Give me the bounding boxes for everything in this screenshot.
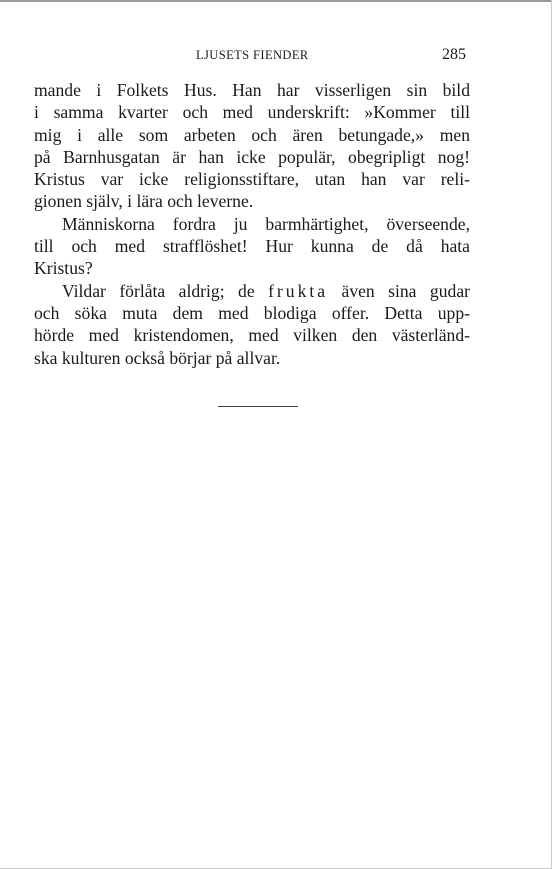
running-title: LJUSETS FIENDER <box>196 48 309 62</box>
text-run: Vildar förlåta aldrig; de <box>62 280 269 301</box>
paragraph-1 <box>34 79 470 213</box>
text-line: Människorna fordra ju barmhärtighet, överseende, <box>62 213 470 234</box>
scan-top-edge <box>0 0 552 2</box>
text-line <box>34 280 470 302</box>
text-line: gionen själv, i lära och leverne. <box>34 191 254 212</box>
text-line: Kristus? <box>34 258 93 279</box>
body-text <box>34 79 470 369</box>
text-line: mande i Folkets Hus. Han har visserligen sin bild <box>34 80 470 100</box>
emphasized-word: frukta <box>268 280 329 301</box>
text-line: till och med strafflöshet! Hur kunna de då hata <box>34 236 470 257</box>
section-divider <box>218 406 298 407</box>
paragraph-3 <box>34 280 470 369</box>
text-line: hörde med kristendomen, med vilken den västerländ- <box>34 325 470 346</box>
paragraph-2 <box>34 213 470 280</box>
running-head <box>0 48 552 66</box>
text-line: i samma kvarter och med underskrift: »Kommer till <box>34 102 470 123</box>
text-run: även sina gudar <box>328 280 470 301</box>
text-line: ska kulturen också börjar på allvar. <box>34 347 281 368</box>
text-line: på Barnhusgatan är han icke populär, obegripligt nog! <box>34 146 470 167</box>
page-number: 285 <box>442 46 466 63</box>
text-line: Kristus var icke religionsstiftare, utan han var reli- <box>34 169 470 190</box>
text-line: och söka muta dem med blodiga offer. Detta upp- <box>34 302 470 323</box>
text-line: mig i alle som arbeten och ären betungade,» men <box>34 124 470 145</box>
